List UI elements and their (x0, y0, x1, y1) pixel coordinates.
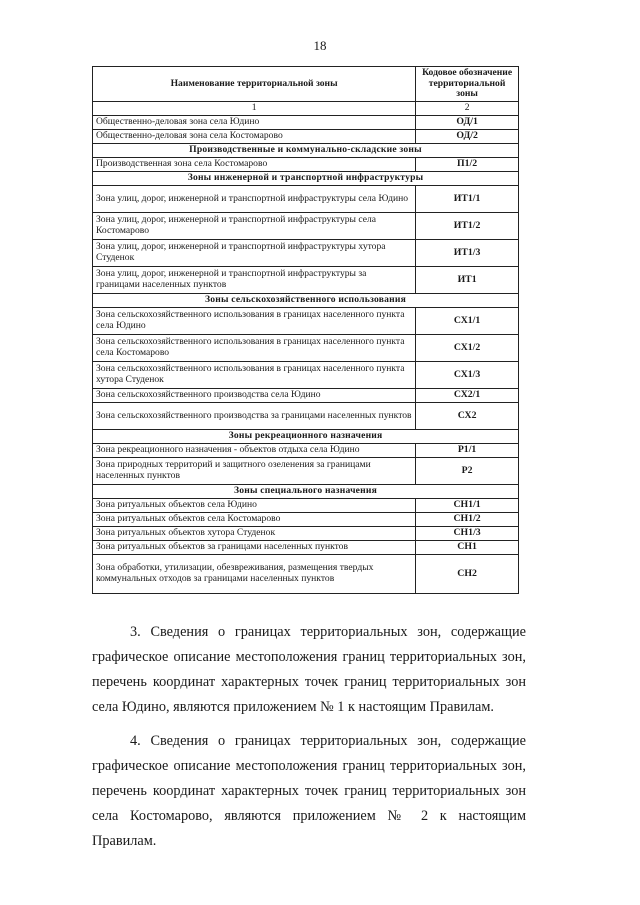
zone-code-cell: СН2 (416, 555, 519, 594)
zone-code-cell: СН1/1 (416, 499, 519, 513)
table-row (93, 513, 519, 527)
zone-code-cell: П1/2 (416, 158, 519, 172)
zone-name-cell: Зона улиц, дорог, инженерной и транспортной инфраструктуры за границами населенных пунктов (93, 267, 416, 294)
table-row (93, 335, 519, 362)
header-zone-name: Наименование территориальной зоны (93, 67, 416, 102)
zone-code-cell: СХ1/2 (416, 335, 519, 362)
zone-code-cell: СХ1/1 (416, 308, 519, 335)
zone-name-cell: Зона сельскохозяйственного использования в границах населенного пункта села Юдино (93, 308, 416, 335)
zone-name-cell: Зона ритуальных объектов села Костомарово (93, 513, 416, 527)
zone-code-cell: ИТ1/1 (416, 186, 519, 213)
table-row (93, 130, 519, 144)
zone-name-cell: Зона сельскохозяйственного производства за границами населенных пунктов (93, 403, 416, 430)
zone-code-cell: СХ1/3 (416, 362, 519, 389)
zone-name-cell: Зона ритуальных объектов за границами населенных пунктов (93, 541, 416, 555)
section-title: Зоны рекреационного назначения (93, 430, 519, 444)
section-row (93, 144, 519, 158)
zone-name-cell: Зона улиц, дорог, инженерной и транспортной инфраструктуры села Костомарово (93, 213, 416, 240)
zone-code-cell: ИТ1 (416, 267, 519, 294)
table-row (93, 186, 519, 213)
zone-code-cell: ОД/2 (416, 130, 519, 144)
zone-code-cell: Р1/1 (416, 444, 519, 458)
table-row (93, 403, 519, 430)
zone-name-cell: Зона природных территорий и защитного озеленения за границами населенных пунктов (93, 458, 416, 485)
zone-code-cell: СХ2/1 (416, 389, 519, 403)
zone-code-cell: ИТ1/2 (416, 213, 519, 240)
table-row (93, 116, 519, 130)
table-row (93, 389, 519, 403)
zone-name-cell: Зона улиц, дорог, инженерной и транспортной инфраструктуры села Юдино (93, 186, 416, 213)
zone-name-cell: Зона сельскохозяйственного использования в границах населенного пункта хутора Студенок (93, 362, 416, 389)
zone-name-cell: Общественно-деловая зона села Юдино (93, 116, 416, 130)
zone-name-cell: Зона ритуальных объектов хутора Студенок (93, 527, 416, 541)
zone-name-cell: Зона обработки, утилизации, обезвреживания, размещения твердых коммунальных отходов за границами населенных пунктов (93, 555, 416, 594)
zone-code-cell: СН1/2 (416, 513, 519, 527)
table-row (93, 362, 519, 389)
zone-code-cell: СН1/3 (416, 527, 519, 541)
zone-name-cell: Зона ритуальных объектов села Юдино (93, 499, 416, 513)
zone-code-cell: СН1 (416, 541, 519, 555)
paragraph-3: 3. Сведения о границах территориальных зон, содержащие графическое описание местоположения границ территориальных зон, перечень координат характерных точек границ территориальных зон села Юдино, являются приложением № 1 к настоящим Правилам. (92, 624, 526, 715)
zone-name-cell: Общественно-деловая зона села Костомарово (93, 130, 416, 144)
zone-name-cell: Зона улиц, дорог, инженерной и транспортной инфраструктуры хутора Студенок (93, 240, 416, 267)
section-title: Зоны специального назначения (93, 485, 519, 499)
zone-name-cell: Зона сельскохозяйственного производства села Юдино (93, 389, 416, 403)
zone-code-cell: ИТ1/3 (416, 240, 519, 267)
table-row (93, 499, 519, 513)
zone-code-cell: ОД/1 (416, 116, 519, 130)
section-title: Зоны инженерной и транспортной инфраструктуры (93, 172, 519, 186)
column-number-2: 2 (416, 102, 519, 116)
table-row (93, 267, 519, 294)
table-row (93, 308, 519, 335)
table-row (93, 527, 519, 541)
table-row (93, 555, 519, 594)
section-row (93, 430, 519, 444)
table-row (93, 158, 519, 172)
section-row (93, 172, 519, 186)
table-row (93, 240, 519, 267)
body-text (92, 620, 526, 863)
page-number: 18 (313, 38, 327, 53)
zone-name-cell: Зона рекреационного назначения - объектов отдыха села Юдино (93, 444, 416, 458)
section-title: Производственные и коммунально-складские зоны (93, 144, 519, 158)
table-row (93, 213, 519, 240)
section-title: Зоны сельскохозяйственного использования (93, 294, 519, 308)
column-number-row (93, 102, 519, 116)
zone-name-cell: Производственная зона села Костомарово (93, 158, 416, 172)
zone-name-cell: Зона сельскохозяйственного использования в границах населенного пункта села Костомарово (93, 335, 416, 362)
table-body (93, 116, 519, 594)
paragraph-4: 4. Сведения о границах территориальных зон, содержащие графическое описание местоположения границ территориальных зон, перечень координат характерных точек границ территориальных зон села Костомарово, являются приложением № 2 к настоящим Правилам. (92, 733, 526, 849)
section-row (93, 294, 519, 308)
zone-code-cell: Р2 (416, 458, 519, 485)
territorial-zones-table (92, 66, 519, 594)
zone-code-cell: СХ2 (416, 403, 519, 430)
header-zone-code: Кодовое обозначение территориальной зоны (416, 67, 519, 102)
table-row (93, 444, 519, 458)
section-row (93, 485, 519, 499)
column-number-1: 1 (93, 102, 416, 116)
table-header (93, 67, 519, 116)
table-header-row (93, 67, 519, 102)
table-row (93, 458, 519, 485)
table-row (93, 541, 519, 555)
